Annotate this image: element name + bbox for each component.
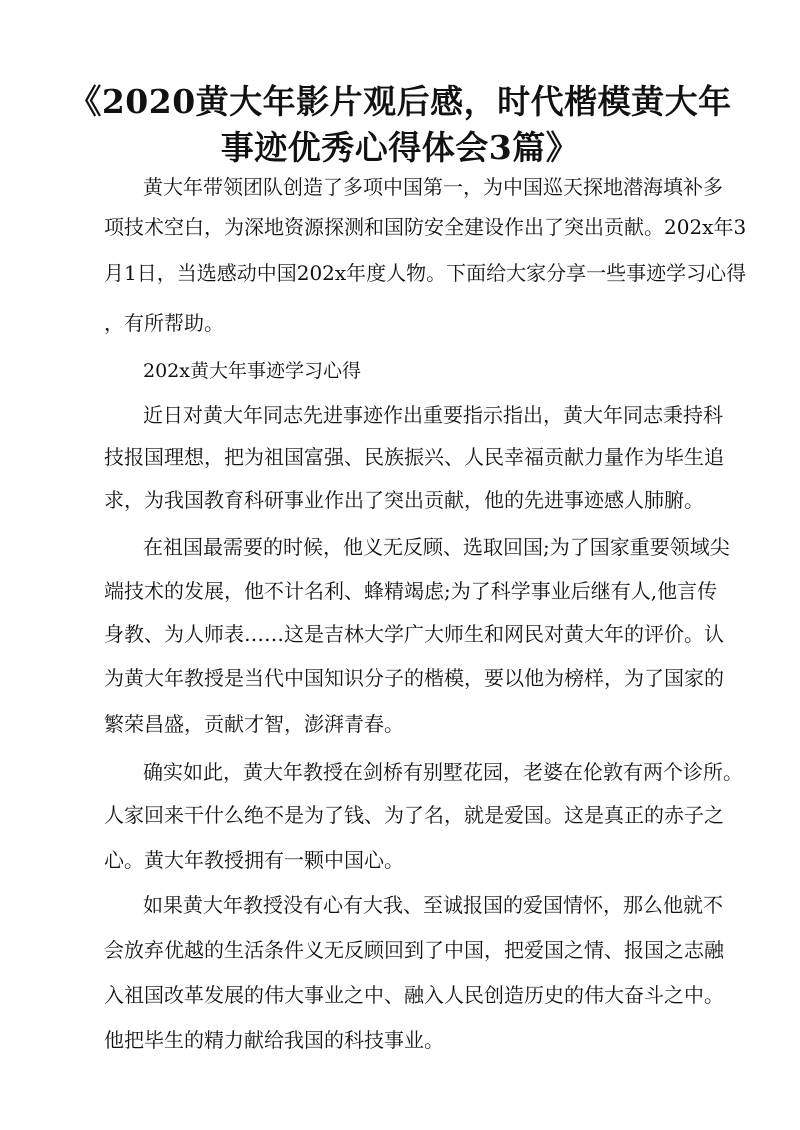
paragraph-line: 端技术的发展，他不计名利、蜂精竭虑;为了科学事业后继有人,他言传 xyxy=(104,579,718,603)
paragraph-line: 他把毕生的精力献给我国的科技事业。 xyxy=(104,1028,444,1052)
paragraph-line: 近日对黄大年同志先进事迹作出重要指示指出，黄大年同志秉持科 xyxy=(143,403,723,427)
paragraph-line: 求，为我国教育科研事业作出了突出贡献，他的先进事迹感人肺腑。 xyxy=(104,488,704,512)
paragraph-line: 身教、为人师表……这是吉林大学广大师生和网民对黄大年的评价。认 xyxy=(104,622,724,646)
paragraph-line: ，有所帮助。 xyxy=(104,311,224,335)
section-heading: 202x黄大年事迹学习心得 xyxy=(143,360,361,382)
paragraph-line: 如果黄大年教授没有心有大我、至诚报国的爱国情怀，那么他就不 xyxy=(143,893,723,917)
paragraph-line: 为黄大年教授是当代中国知识分子的楷模，要以他为榜样，为了国家的 xyxy=(104,666,724,690)
paragraph-line: 繁荣昌盛，贡献才智，澎湃青春。 xyxy=(104,712,404,736)
paragraph-line: 黄大年带领团队创造了多项中国第一，为中国巡天探地潜海填补多 xyxy=(143,175,723,199)
document-title-line-1: 《2020黄大年影片观后感，时代楷模黄大年 xyxy=(68,82,732,121)
paragraph-line: 会放弃优越的生活条件义无反顾回到了中国，把爱国之情、报国之志融 xyxy=(104,938,724,962)
paragraph-line: 入祖国改革发展的伟大事业之中、融入人民创造历史的伟大奋斗之中。 xyxy=(104,983,724,1007)
paragraph-line: 技报国理想，把为祖国富强、民族振兴、人民幸福贡献力量作为毕生追 xyxy=(104,445,724,469)
paragraph-line: 项技术空白，为深地资源探测和国防安全建设作出了突出贡献。202x年3 xyxy=(104,215,747,239)
paragraph-line: 月1日，当选感动中国202x年度人物。下面给大家分享一些事迹学习心得 xyxy=(104,261,747,285)
paragraph-line: 心。黄大年教授拥有一颗中国心。 xyxy=(104,848,404,872)
paragraph-line: 在祖国最需要的时候，他义无反顾、选取回国;为了国家重要领域尖 xyxy=(143,535,730,559)
paragraph-line: 确实如此，黄大年教授在剑桥有别墅花园，老婆在伦敦有两个诊所。 xyxy=(143,760,743,784)
paragraph-line: 人家回来干什么绝不是为了钱、为了名，就是爱国。这是真正的赤子之 xyxy=(104,803,724,827)
document-title-line-2: 事迹优秀心得体会3篇》 xyxy=(220,128,580,167)
